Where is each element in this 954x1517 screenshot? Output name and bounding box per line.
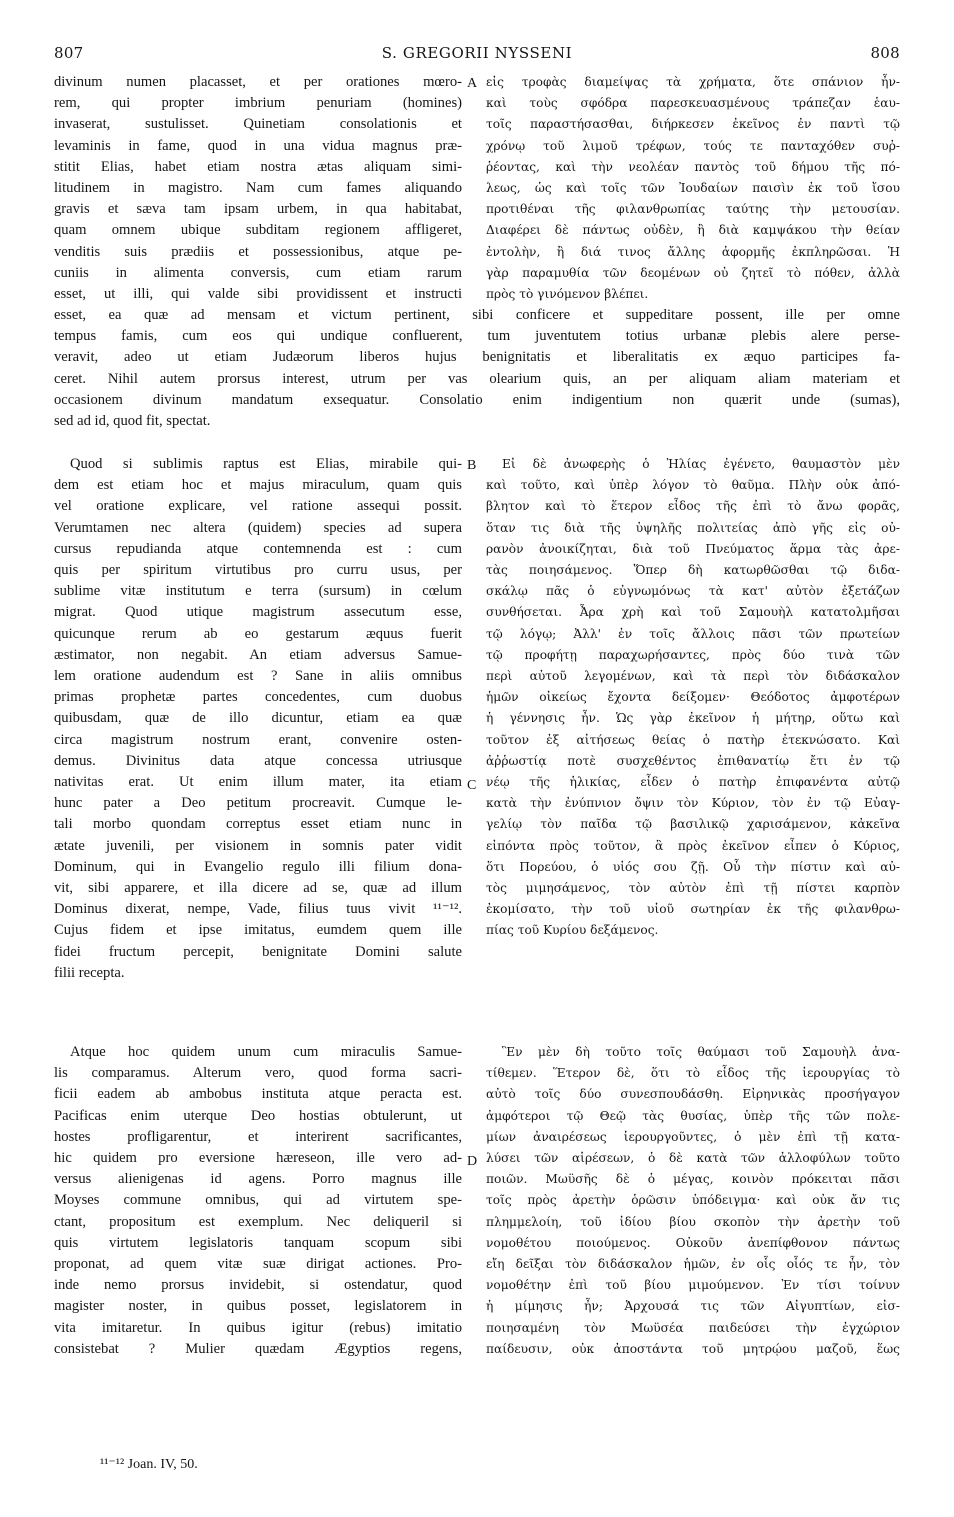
text-line: veravit, adeo ut etiam Judæorum liberos hujus benignitatis et liberalitatis ex æquo participes fa- [54,349,900,366]
latin-column-2 [54,454,462,984]
text-line: τοῖς παραστήσασθαι, διήρκεσεν ἐκεῖνος ἐν παντὶ τῷ [486,117,900,132]
text-line: μίων ἀναιρέσεως ἱερουργοῦντες, ὁ μὲν ἐπὶ τῇ κατα- [486,1129,900,1144]
text-line: νέῳ τῆς ἡλικίας, εἶδεν ὁ πατὴρ ἐπιφανέντα αὐτῷ [486,775,900,790]
text-line: τίθεμεν. Ἕτερον δὲ, ὅτι τὸ εἶδος τῆς ἱερουργίας τὸ [486,1066,900,1081]
text-line: litudinem in magistro. Nam cum fames aliquando [54,180,462,197]
text-line: divinum numen placasset, et per orationes mœro- [54,74,462,90]
text-line: hic quidem pro eversione hæreseon, ille vero ad- [54,1150,462,1167]
text-line: Quod si sublimis raptus est Elias, mirabile qui- [70,456,462,472]
text-line: ficii eadem ab ambobus instituta atque peracta est. [54,1086,462,1103]
text-line: τοῦτον ἐξ αἰτήσεως θείας ὁ πατὴρ ἐτεκνώσατο. Καὶ [486,732,900,747]
text-line: cuniis in alimenta conversis, cum etiam rarum [54,264,462,281]
section-marker-b: B [467,458,477,473]
text-line: tempus famis, cum eos qui undique confluerent, tum juventutem totius urbanæ plebis alere perse- [54,328,900,345]
text-line: συνθήσεται. Ἆρα χρὴ καὶ τοῦ Σαμουὴλ κατατολμῆσαι [486,605,900,620]
text-line: versus alienigenas id agens. Porro magnus ille [54,1171,462,1188]
text-line: πλημμελοίη, τοῦ ἰδίου βίου σκοπὸν τὴν ἀρετὴν τοῦ [486,1214,900,1229]
text-line: esset, ea quæ ad mensam et victum pertinent, sibi conficere et suppeditare possent, ille per omne [54,307,900,323]
text-line: vita imitaretur. In quibus igitur (rebus) imitatio [54,1319,462,1336]
text-line: tali morbo quondam correptus esset etiam nunc in [54,816,462,833]
text-line: migrat. Quod utique magistrum assecutum esse, [54,604,462,621]
text-line: dem est etiam hoc et majus miraculum, quam quis [54,477,462,494]
text-line: νομοθέτου ποιούμενος. Οὐκοῦν ἀνεπίφθονον πάντως [486,1235,900,1250]
text-line: εἴη δεῖξαι τὸν διδάσκαλον ἡμῶν, ἐν οἷς οἷός τε ἦν, τὸν [486,1257,900,1272]
text-line: hunc pater a Deo petitum procreavit. Cumque le- [54,795,462,812]
latin-column-1 [54,72,462,305]
running-title: S. GREGORII NYSSENI [381,44,573,62]
text-line: lem oratione audendum est ? Sane in aliis omnibus [54,668,462,685]
text-line: sed ad id, quod fit, spectat. [54,413,211,430]
text-line: εἰπόντα πρὸς τοῦτον, ἃ πρὸς ἐκεῖνον εἶπεν ὁ Κύριος, [486,838,900,853]
text-line: παίδευσιν, οὐκ ἀποστάντα τοῦ μητρῴου μαζοῦ, ἕως [486,1341,900,1356]
full-width-paragraph [54,305,900,432]
text-line: σκάλῳ πᾶς ὁ εὐγνωμόνως τὰ κατ' αὐτὸν ἐξετάζων [486,584,900,599]
text-line: ctant, propositum est exemplum. Nec deliqueril si [54,1213,462,1230]
text-line: quis virtutem legislatoris tanquam scopum sibi [54,1234,462,1251]
text-line: proponat, ad quem vitæ suæ dirigat actiones. Pro- [54,1256,462,1273]
text-line: Διαφέρει δὲ πάντως οὐδὲν, ἢ διὰ καμψάκου τὴν θείαν [486,223,900,238]
text-line: venditis suis prædiis et possessionibus, atque pe- [54,243,462,260]
text-line: ἐντολὴν, ἢ διά τινος ἄλλης ἀφορμῆς ἐκπληρῶσαι. Ἡ [486,244,900,259]
text-line: quis per spiritum virtutibus pro curru usus, per [54,562,462,579]
text-line: vit, sibi apparere, et illa dicere ad se, quæ ad illum [54,880,462,897]
text-line: occasionem divinum mandatum exsequatur. Consolatio enim indigentium non quærit unde (sumas), [54,391,900,408]
text-line: demus. Divinitus data atque concessa utriusque [54,752,462,769]
text-line: ἐκομίσατο, τὴν τοῦ υἱοῦ σωτηρίαν ἐκ τῆς φιλανθρω- [486,902,900,917]
text-line: quam omnem ubique subditam regionem affligeret, [54,222,462,239]
text-line: æstimator, non negabit. An etiam adversus Samue- [54,646,462,663]
text-line: magister noster, in quibus posset, legislatorem in [54,1298,462,1315]
text-line: καὶ τοὺς σφόδρα παρεσκευασμένους τράπεζαν ἑαυ- [486,96,900,111]
text-line: ὅταν τις διὰ τῆς ὑψηλῆς πολιτείας ἀπὸ γῆς εἰς οὐ- [486,520,900,535]
text-line: rem, qui propter imbrium penuriam (homines) [54,95,462,112]
text-line: ποιησαμένη τὸν Μωϋσέα παιδεύσει τὴν ἐγχώριον [486,1320,900,1335]
text-line: invaserat, sustulisset. Quinetiam consolationis et [54,116,462,133]
text-line: ποιῶν. Μωϋσῆς δὲ ὁ μέγας, κοινὸν πρόκειται πᾶσι [486,1172,900,1187]
text-line: λεως, ὡς καὶ τοῖς τῶν Ἰουδαίων παισὶν ἐκ τοῦ ἴσου [486,181,900,196]
text-line: ἀῤῥωστίᾳ ποτὲ συσχεθέντος ἐπιθανατίῳ ἔτι ἐν τῷ [486,753,900,768]
text-line: fidei fructum percepit, benignitate Domini salute [54,943,462,960]
section-marker-a: A [467,76,478,91]
text-line: γελίῳ τὸν παῖδα τῷ βασιλικῷ χαρισάμενον, κἀκεῖνα [486,817,900,832]
section-marker-c: C [467,778,477,793]
text-line: χρόνῳ τοῦ λιμοῦ τρέφων, τούς τε πανταχόθεν συῤ- [486,138,900,153]
latin-column-3 [54,1042,462,1360]
text-line: esset, ut illi, qui valde sibi providissent et instructi [54,286,462,303]
greek-column-2 [486,454,900,942]
text-line: καὶ τοῦτο, καὶ ὑπὲρ λόγον τὸ θαῦμα. Πλὴν οὐκ ἀπό- [486,478,900,493]
text-line: ætate juvenili, per visionem in somnis pater vidit [54,837,462,854]
text-line: quibusdam, quæ de illo dicuntur, etiam ea quæ [54,710,462,727]
text-line: Atque hoc quidem unum cum miraculis Samue- [70,1044,462,1060]
text-line: Dominus dixerat, nempe, Vade, filius tuus vivit ¹¹⁻¹². [54,901,462,918]
text-line: nativitas erat. Ut enim illum mater, ita etiam [54,774,462,791]
text-line: τὸς μιμησάμενος, τὸν αὐτὸν ἐπὶ τῇ πίστει καρπὸν [486,881,900,896]
text-line: κατὰ τὴν ἐνύπνιον ὄψιν τὸν Κύριον, τὸν ἐν τῷ Εὐαγ- [486,796,900,811]
text-line: Ἓν μὲν δὴ τοῦτο τοῖς θαύμασι τοῦ Σαμουὴλ ἀνα- [502,1045,900,1059]
text-line: περὶ αὐτοῦ λεγομένων, καὶ τὰ περὶ τὸν διδάσκαλον [486,669,900,684]
text-line: ceret. Nihil autem prorsus interest, utrum per vas olearium quis, an per aliquam aliam materiam et [54,370,900,387]
text-line: Dominum, qui in Evangelio regulo illi filium dona- [54,858,462,875]
text-line: sublime vitæ institutum e terra (sursum) in cœlum [54,583,462,600]
text-line: inde nemo prorsus invidebit, si ostendatur, quod [54,1277,462,1294]
text-line: βλητον καὶ τὸ ἕτερον εἶδος τῆς ἐπὶ τὸ ἄνω φορᾶς, [486,499,900,514]
text-line: ἀμφότεροι τῷ Θεῷ τὰς θυσίας, ὑπὲρ τῆς τῶν πολε- [486,1108,900,1123]
text-line: γὰρ παραμυθία τῶν δεομένων οὐ ζητεῖ τὸ πόθεν, ἀλλὰ [486,265,900,280]
text-line: hostes profligarentur, et interirent sacrificantes, [54,1128,462,1145]
text-line: αὐτὸ τοῖς δύο συνεσπουδάσθη. Εἰρηνικὰς προσήγαγον [486,1087,900,1102]
text-line: vel oratione explicare, vel ratione assequi possit. [54,498,462,515]
text-line: quicunque rerum ab eo gestarum æquus fuerit [54,625,462,642]
text-line: Pacificas enim uterque Deo hostias obtulerunt, ut [54,1107,462,1124]
text-line: ἡ γέννησις ἦν. Ὡς γὰρ ἐκεῖνον ἡ μήτηρ, οὕτω καὶ [486,711,900,726]
footnote: ¹¹⁻¹² Joan. IV, 50. [100,1457,198,1472]
text-line: τῷ προφήτῃ παραχωρήσαντες, πρὸς δύο τινὰ τῶν [486,647,900,662]
text-line: gravis et sæva tam ipsam urbem, in qua habitabat, [54,201,462,218]
text-line: πρὸς τὸ γινόμενον βλέπει. [486,287,649,302]
text-line: Cujus fidem et ipse imitatus, eumdem quem ille [54,922,462,939]
text-line: εἰς τροφὰς διαμείψας τὰ χρήματα, ὅτε σπάνιον ἦν- [486,75,900,89]
text-line: Verumtamen nec altera (quidem) species ad supera [54,519,462,536]
text-line: circa magistrum nostrum erant, convenire osten- [54,731,462,748]
greek-column-1 [486,72,900,305]
page-number-left: 807 [54,44,84,62]
text-line: filii recepta. [54,964,125,981]
text-line: τὰς ποιησάμενος. Ὅπερ δὴ κατωρθῶσθαι τῷ διδα- [486,563,900,578]
text-line: Moyses commune omnibus, qui ad virtutem spe- [54,1192,462,1209]
text-line: τῷ λόγῳ; Ἀλλ' ἐν τοῖς ἄλλοις πᾶσι τῶν πρωτείων [486,626,900,641]
text-line: lis comparamus. Alterum vero, quod forma sacri- [54,1065,462,1082]
text-line: ρανὸν ἀνοικίζηται, διὰ τοῦ Πνεύματος ἅρμα τὰς ἀρε- [486,541,900,556]
text-line: consistebat ? Mulier quædam Ægyptios regens, [54,1340,462,1357]
section-marker-d: D [467,1154,478,1169]
text-line: προτιθέναι τῆς φιλανθρωπίας ταύτης τὴν μετουσίαν. [486,202,900,217]
greek-column-3 [486,1042,900,1360]
text-line: πίας τοῦ Κυρίου δεξάμενος. [486,923,659,938]
text-line: ῥέοντας, καὶ τὴν νεολέαν παντὸς τοῦ δήμου τῆς πό- [486,159,900,174]
text-line: ἡμῶν οἰκείως ἔχοντα δείξομεν· Θεόδοτος ἀμφοτέρων [486,690,900,705]
text-line: ἡ μίμησις ἦν; Ἀρχουσά τις τῶν Αἰγυπτίων, εἰσ- [486,1299,900,1314]
page-number-right: 808 [870,44,900,62]
text-line: τοῖς πρὸς ἀρετὴν ὁρῶσιν ὑπόδειγμα· καὶ οὐκ ἄν τις [486,1193,900,1208]
text-line: νομοθέτην ἐπὶ τοῦ βίου μιμούμενον. Ἐν τίσι τοίνυν [486,1278,900,1293]
text-line: cursus repudianda atque contemnenda est : cum [54,540,462,557]
text-line: ὅτι Πορεύου, ὁ υἱός σου ζῇ. Οὗ τὴν πίστιν καὶ αὐ- [486,859,900,874]
text-line: λύσει τῶν αἱρέσεων, ὁ δὲ κατὰ τῶν ἀλλοφύλων τοῦτο [486,1151,900,1166]
text-line: stitit Elias, habet etiam nostra ætas aliquam simi- [54,158,462,175]
text-line: Εἰ δὲ ἀνωφερὴς ὁ Ἠλίας ἐγένετο, θαυμαστὸν μὲν [502,457,900,471]
text-line: primas prophetæ partes concedentes, cum duobus [54,689,462,706]
text-line: levaminis in fame, quod in una vidua magnus præ- [54,137,462,154]
